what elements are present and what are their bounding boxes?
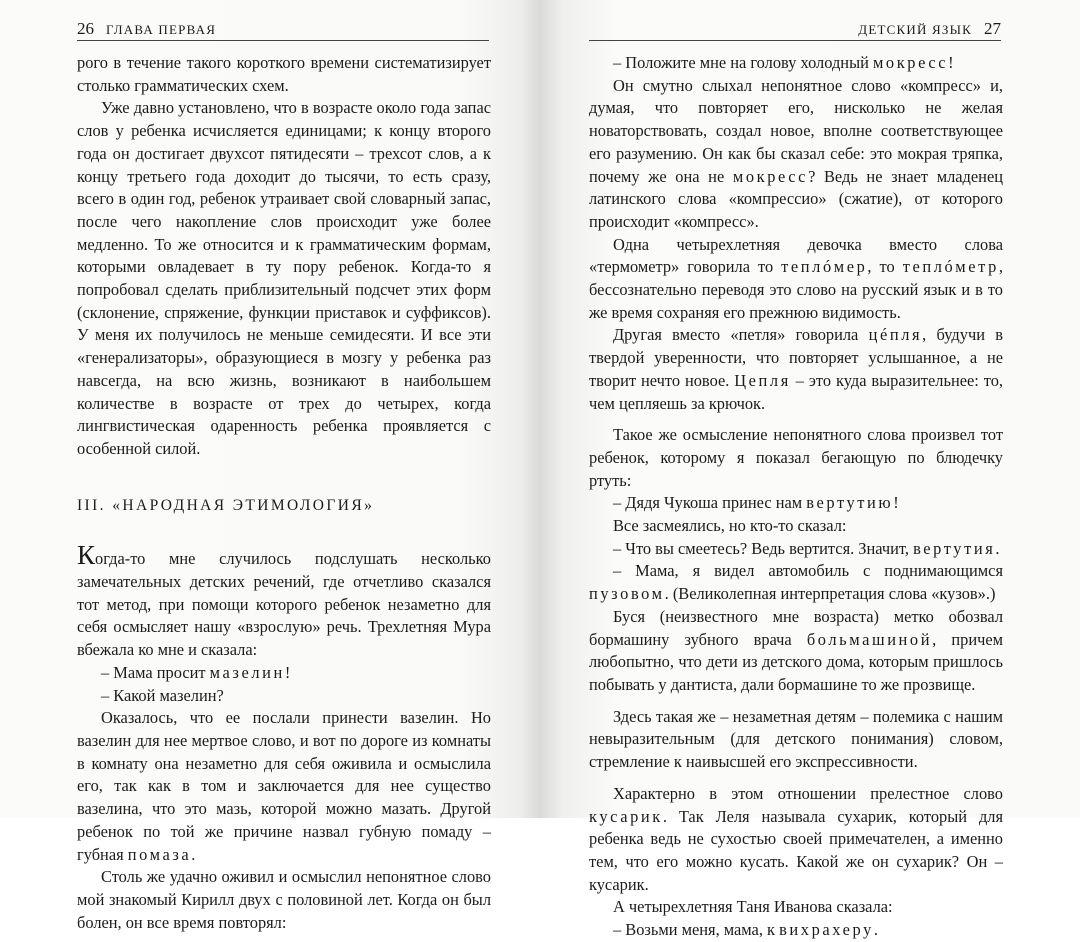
paragraph: Характерно в этом отношении прелестное слово кусарик. Так Леля называла сухарик, который для ребенка ведь не сухостью своей примечателен, а именно тем, что его можно кусать. Какой же он сухарик? Он – кусарик.	[589, 783, 1003, 894]
spaced-word: вертутию	[806, 493, 894, 513]
left-chapter-title: ГЛАВА ПЕРВАЯ	[106, 22, 217, 37]
spaced-word: мазелин	[209, 662, 285, 682]
right-page-text	[589, 52, 1003, 942]
dialogue-line: – Мама просит мазелин!	[101, 662, 291, 682]
dialogue-line: – Возьми меня, мама, к вихрахеру.	[613, 920, 879, 940]
paragraph: Он смутно слыхал непонятное слово «компресс» и, думая, что повторяет его, нисколько не желая новаторствовать, создал новое, вполне соответствующее его разумению. Он как бы сказал себе: это мокрая тряпка, почему же она не мокресс? Ведь не знает младенец латинского слова «компрессио» (сжатие), от которого происходит «компресс».	[589, 75, 1003, 231]
right-page	[541, 0, 1080, 940]
paragraph: Уже давно установлено, что в возрасте около года запас слов у ребенка исчисляется единицами; к концу второго года он достигает двухсот пятидесяти – трехсот слов, а к концу третьего года доходит до тысячи, то есть сразу, всего в один год, ребенок утраивает свой словарный запас, после чего накопление слов происходит уже более медленно. То же относится и к грамматическим формам, которыми овладевает в ту пору ребенок. Когда-то я попробовал сделать приблизительный подсчет этих форм (склонение, спряжение, функции приставок и суффиксов). У меня их получилось не меньше семидесяти. И все эти «генерализаторы», образующиеся в мозгу у ребенка раз навсегда, на всю жизнь, возникают в наибольшем количестве в возрасте от трех до четырех, когда лингвистическая одаренность ребенка проявляется с особенной силой.	[77, 98, 491, 458]
spaced-word: Цепля	[734, 370, 791, 390]
spaced-word: вихрахеру	[779, 920, 874, 940]
spaced-word: вертутия	[913, 538, 996, 558]
left-page-text	[77, 52, 491, 934]
paragraph: А четырехлетняя Таня Иванова сказала:	[613, 897, 893, 917]
paragraph: Столь же удачно оживил и осмыслил непонятное слово мой знакомый Кирилл двух с половиной лет. Когда он был болен, он все время повторял:	[77, 867, 491, 932]
dialogue-line: – Дядя Чукоша принес нам вертутию!	[613, 493, 899, 513]
paragraph: Такое же осмысление непонятного слова произвел тот ребенок, которому я показал бегающую по блюдечку ртуть:	[589, 425, 1003, 490]
paragraph: рого в течение такого короткого времени систематизирует столько грамматических схем.	[77, 53, 491, 95]
spaced-word: пузовом	[589, 584, 665, 604]
spaced-word: цéпля	[868, 325, 923, 345]
spaced-word: кусарик	[589, 806, 663, 826]
section-heading: III. «НАРОДНАЯ ЭТИМОЛОГИЯ»	[77, 496, 375, 514]
dialogue-line: – Что вы смеетесь? Ведь вертится. Значит, вертутия.	[613, 538, 1000, 558]
paragraph-dropcap: Когда-то мне случилось подслушать несколько замечательных детских речений, где отчетливо сказался тот метод, при помощи которого ребенок незаметно для себя осмысляет нашу «взрослую» речь. Трехлетняя Мура вбежала ко мне и сказала:	[77, 540, 491, 660]
spaced-word: теплóмер	[781, 257, 868, 277]
drop-letter: К	[77, 540, 96, 571]
dialogue-line: – Какой мазелин?	[101, 685, 224, 705]
spaced-word: мокресс	[872, 53, 949, 72]
paragraph: Здесь такая же – незаметная детям – полемика с нашим невыразительным (для детского понимания) словом, стремление к наивысшей его экспрессивности.	[589, 706, 1003, 772]
dialogue-line: – Мама, я видел автомобиль с поднимающимся пузовом. (Великолепная интерпретация слова «кузов».)	[589, 561, 1003, 604]
left-running-head	[77, 18, 489, 41]
spaced-word: мокресс	[732, 166, 809, 186]
spaced-word: больмашиной	[806, 629, 933, 649]
left-page-number: 26	[77, 19, 94, 38]
paragraph: Другая вместо «петля» говорила цéпля, будучи в твердой уверенности, что повторяет услышанное, а не творит нечто новое. Цепля – это куда выразительнее: то, чем цепляешь за крючок.	[589, 325, 1003, 413]
right-running-head	[589, 18, 1001, 41]
dialogue-line: – Положите мне на голову холодный мокресс!	[613, 53, 954, 72]
spaced-word: помаза	[127, 844, 192, 864]
paragraph: Одна четырехлетняя девочка вместо слова «термометр» говорила то теплóмер, то теплóметр, бессознательно переводя это слово на русский язык и в то же время сохраняя его прежнюю видимость.	[589, 234, 1003, 322]
paragraph: Оказалось, что ее послали принести вазелин. Но вазелин для нее мертвое слово, и вот по дороге из комнаты в комнату она незаметно для себя оживила и осмыслила его, так как в том и заключается для нее существо вазелина, что это мазь, которой можно мазать. Другой ребенок по той же причине назвал губную помаду – губная помаза.	[77, 708, 491, 864]
right-page-number: 27	[984, 19, 1001, 38]
right-chapter-title: ДЕТСКИЙ ЯЗЫК	[858, 22, 972, 37]
paragraph: Буся (неизвестного мне возраста) метко обозвал бормашину зубного врача больмашиной, причем любопытно, что дети из детского дома, которым пришлось побывать у дантиста, дали бормашине то же прозвище.	[589, 606, 1003, 694]
paragraph: Все засмеялись, но кто-то сказал:	[613, 516, 847, 536]
left-page	[0, 0, 541, 932]
spaced-word: теплóметр	[902, 257, 999, 277]
